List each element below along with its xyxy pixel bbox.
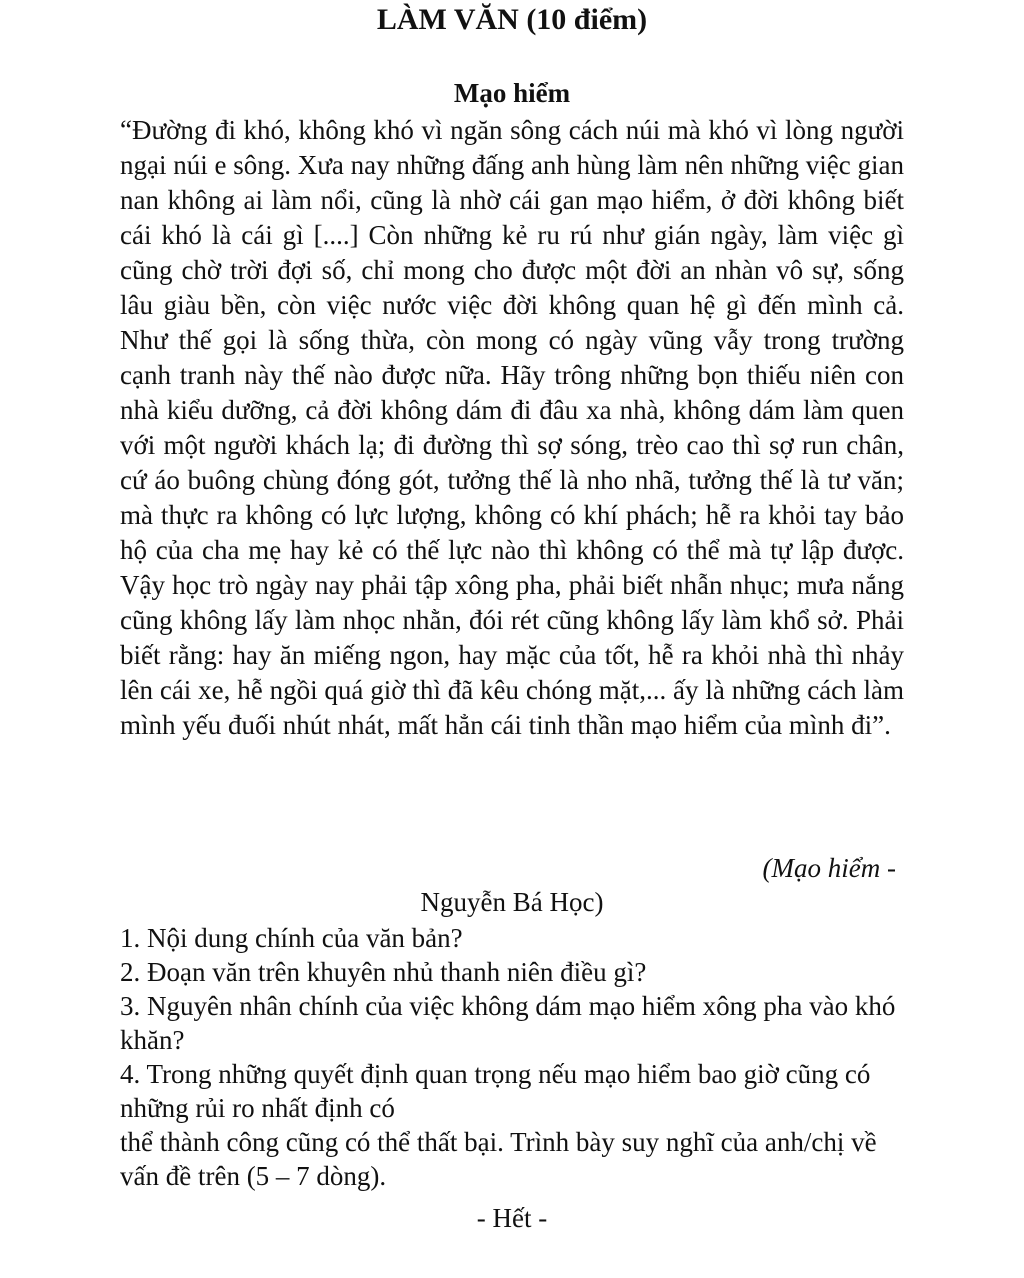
passage-text: “Đường đi khó, không khó vì ngăn sông cách núi mà khó vì lòng người ngại núi e sông. Xưa nay những đấng anh hùng làm nên những việc gian nan không ai làm nổi, cũng là nhờ cái gan mạo hiểm, ở đời không biết cái khó là cái gì [....] Còn những kẻ ru rú như gián ngày, làm việc gì cũng chờ trời đợi số, chỉ mong cho được một đời an nhàn vô sự, sống lâu giàu bền, còn việc nước việc đời không quan hệ gì đến mình cả. Như thế gọi là sống thừa, còn mong có ngày vũng vẫy trong trường cạnh tranh này thế nào được nữa. Hãy trông những bọn thiếu niên con nhà kiểu dưỡng, cả đời không dám đi đâu xa nhà, không dám làm quen với một người khách lạ; đi đường thì sợ sóng, trèo cao thì sợ run chân, cứ áo buông chùng đóng gót, tưởng thế là nho nhã, tưởng thế là tư văn; mà thực ra không có lực lượng, không có khí phách; hễ ra khỏi tay bảo hộ của cha mẹ hay kẻ có thế lực nào thì không có thể mà tự lập được. Vậy học trò ngày nay phải tập xông pha, phải biết nhẫn nhục; mưa nắng cũng không lấy làm nhọc nhằn, đói rét cũng không lấy làm khổ sở. Phải biết rằng: hay ăn miếng ngon, hay mặc của tốt, hễ ra khỏi nhà thì nhảy lên cái xe, hễ ngồi quá giờ thì đã kêu chóng mặt,... ấy là những cách làm mình yếu đuối nhút nhát, mất hẳn cái tinh thần mạo hiểm của mình đi”. (120, 115, 904, 740)
question-item: 3. Nguyên nhân chính của việc không dám mạo hiểm xông pha vào khó khăn? (120, 991, 896, 1055)
question-list (120, 921, 904, 1193)
question-item: 1. Nội dung chính của văn bản? (120, 923, 463, 953)
passage-title: Mạo hiểm (453, 78, 571, 108)
attribution-source: (Mạo hiểm - (762, 853, 896, 883)
end-mark: - Hết - (476, 1203, 548, 1233)
question-item: thể thành công cũng có thể thất bại. Trình bày suy nghĩ của anh/chị về vấn đề trên (5 – 7 dòng). (120, 1127, 877, 1191)
attribution-author: Nguyễn Bá Học) (420, 887, 604, 917)
question-item: 4. Trong những quyết định quan trọng nếu mạo hiểm bao giờ cũng có những rủi ro nhất định có (120, 1059, 871, 1123)
section-heading: LÀM VĂN (10 điểm) (376, 3, 648, 36)
question-item: 2. Đoạn văn trên khuyên nhủ thanh niên điều gì? (120, 957, 647, 987)
